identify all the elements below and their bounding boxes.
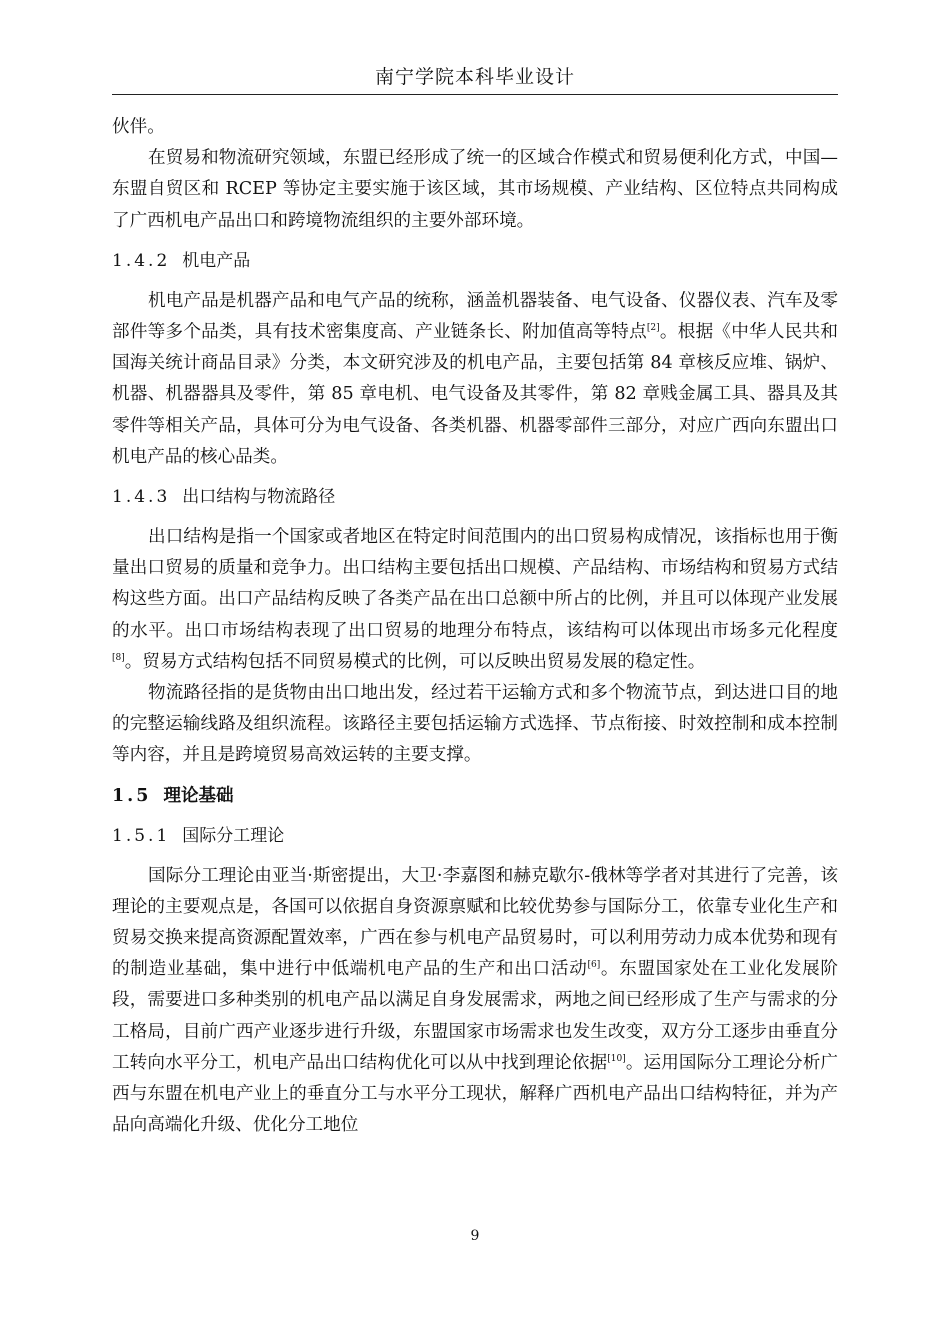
running-header: 南宁学院本科毕业设计: [374, 66, 575, 88]
paragraph-text: 出口结构是指一个国家或者地区在特定时间范围内的出口贸易构成情况，该指标也用于衡量出口贸易的质量和竞争力。出口结构主要包括出口规模、产品结构、市场结构和贸易方式结构这些方面。出口产品结构反映了各类产品在出口总额中所占的比例，并且可以体现产业发展的水平。出口市场结构表现了出口贸易的地理分布特点，该结构可以体现出市场多元化程度: [112, 527, 838, 641]
citation-ref: [10]: [607, 1054, 626, 1065]
section-number: 1.5: [112, 785, 152, 806]
paragraph-text: 国际分工理论由亚当·斯密提出，大卫·李嘉图和赫克歇尔-俄林等学者对其进行了完善，该理论的主要观点是，各国可以依据自身资源禀赋和比较优势参与国际分工，依靠专业化生产和贸易交换来提高资源配置效率，广西在参与机电产品贸易时，可以利用劳动力成本优势和现有的制造业基础，集中进行中低端机电产品的生产和出口活动: [112, 865, 838, 980]
paragraph-export-structure: [112, 522, 838, 678]
citation-ref: [8]: [112, 652, 125, 663]
section-number: 1.5.1: [112, 825, 171, 846]
section-heading-1-4-2: [112, 246, 838, 277]
paragraph-text: 。运用国际分工理论分析广西与东盟在机电产业上的垂直分工与水平分工现状，解释广西机电产品出口结构特征，并为产品向高端化升级、优化分工地位: [112, 1052, 838, 1136]
paragraph-text: 。贸易方式结构包括不同贸易模式的比例，可以反映出贸易发展的稳定性。: [124, 651, 706, 672]
section-number: 1.4.2: [112, 250, 171, 271]
section-heading-1-5-1: [112, 821, 838, 852]
section-title: 理论基础: [163, 785, 234, 806]
paragraph-text: 机电产品是机器产品和电气产品的统称，涵盖机器装备、电气设备、仪器仪表、汽车及零部件等多个品类，具有技术密集度高、产业链条长、附加值高等特点: [112, 290, 838, 343]
section-title: 国际分工理论: [182, 825, 285, 846]
paragraph-electromechanical-products: [112, 286, 838, 473]
section-number: 1.4.3: [112, 487, 171, 508]
section-heading-1-5: [112, 781, 838, 812]
header-divider: [112, 94, 838, 95]
section-title: 出口结构与物流路径: [182, 487, 336, 508]
paragraph-text: 。东盟国家处在工业化发展阶段，需要进口多种类别的机电产品以满足自身发展需求，两地之间已经形成了生产与需求的分工格局，目前广西产业逐步进行升级，东盟国家市场需求也发生改变，双方分工逐步由垂直分工转向水平分工，机电产品出口结构优化可以从中找到理论依据: [112, 959, 838, 1073]
page-number: 9: [470, 1228, 480, 1244]
paragraph-text: 。根据《中华人民共和国海关统计商品目录》分类，本文研究涉及的机电产品，主要包括第 84 章核反应堆、锅炉、机器、机器器具及零件，第 85 章电机、电气设备及其零件，第 82 章贱金属工具、器具及其零件等相关产品，具体可分为电气设备、各类机器、机器零部件三部分，对应广西向东盟出口机电产品的核心品类。: [112, 322, 838, 467]
section-title: 机电产品: [182, 250, 251, 271]
page-body: [112, 112, 838, 1141]
paragraph-continuation: 伙伴。: [112, 117, 165, 137]
citation-ref: [6]: [587, 960, 601, 971]
section-heading-1-4-3: [112, 482, 838, 513]
paragraph-logistics-path: 物流路径指的是货物由出口地出发，经过若干运输方式和多个物流节点，到达进口目的地的完整运输线路及组织流程。该路径主要包括运输方式选择、节点衔接、时效控制和成本控制等内容，并且是跨境贸易高效运转的主要支撑。: [112, 683, 838, 766]
paragraph-asean-context: 在贸易和物流研究领域，东盟已经形成了统一的区域合作模式和贸易便利化方式，中国—东盟自贸区和 RCEP 等协定主要实施于该区域，其市场规模、产业结构、区位特点共同构成了广西机电产品出口和跨境物流组织的主要外部环境。: [112, 148, 838, 231]
citation-ref: [2]: [646, 323, 660, 334]
paragraph-division-of-labor: [112, 861, 838, 1142]
